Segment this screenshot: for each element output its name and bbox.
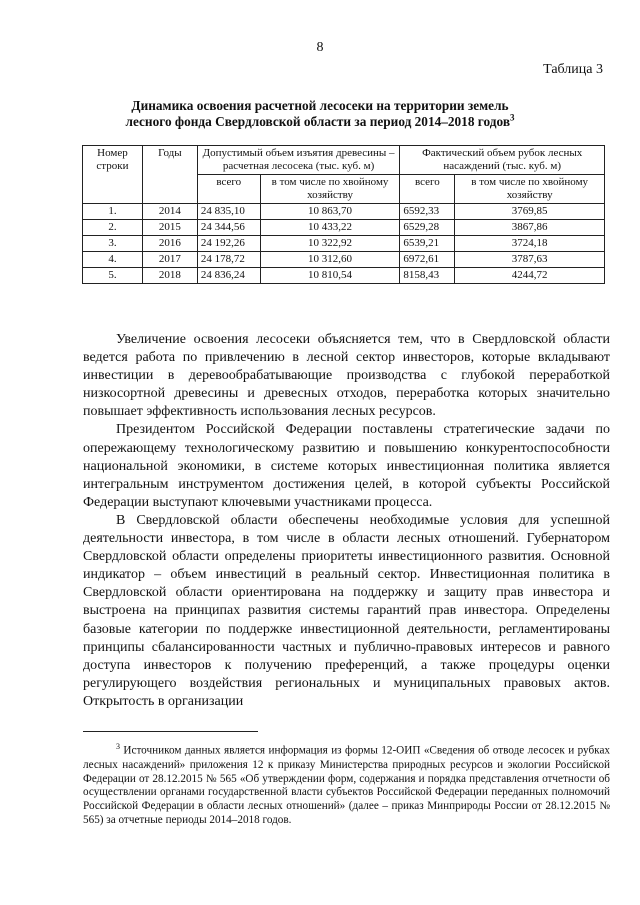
header-years: Годы [142, 146, 197, 204]
table-row [83, 204, 605, 220]
cell-actual-conifer: 3724,18 [455, 236, 605, 252]
cell-allowed-conifer: 10 322,92 [260, 236, 400, 252]
cell-year: 2015 [142, 220, 197, 236]
cell-actual-total: 6529,28 [400, 220, 455, 236]
header-actual-conifer: в том числе по хвойному хозяйству [455, 175, 605, 204]
cell-year: 2014 [142, 204, 197, 220]
cell-row-number: 3. [83, 236, 143, 252]
table-row [83, 268, 605, 284]
cell-allowed-total: 24 836,24 [197, 268, 260, 284]
header-allowed-total: всего [197, 175, 260, 204]
paragraph: Президентом Российской Федерации поставлены стратегические задачи по опережающему технологическому развитию и повышению конкурентоспособности национальной экономики, в системе которых инвестиционная политика является интегральным инструментом достижения целей, в которой субъекты Российской Федерации выступают ключевыми участниками процесса. [83, 422, 610, 510]
cell-actual-total: 6539,21 [400, 236, 455, 252]
table-row [83, 236, 605, 252]
cell-row-number: 2. [83, 220, 143, 236]
cell-actual-conifer: 4244,72 [455, 268, 605, 284]
cell-actual-conifer: 3787,63 [455, 252, 605, 268]
title-line-1: Динамика освоения расчетной лесосеки на территории земель [131, 98, 509, 113]
cell-allowed-conifer: 10 863,70 [260, 204, 400, 220]
page-number: 8 [316, 40, 324, 55]
title-line-2: лесного фонда Свердловской области за период 2014–2018 годов [125, 114, 510, 129]
header-allowed-volume: Допустимый объем изъятия древесины – расчетная лесосека (тыс. куб. м) [197, 146, 400, 175]
cell-year: 2016 [142, 236, 197, 252]
cell-row-number: 5. [83, 268, 143, 284]
cell-actual-conifer: 3867,86 [455, 220, 605, 236]
cell-actual-total: 6592,33 [400, 204, 455, 220]
cell-allowed-conifer: 10 810,54 [260, 268, 400, 284]
cell-allowed-total: 24 344,56 [197, 220, 260, 236]
footnote-divider [83, 731, 258, 732]
cell-allowed-total: 24 178,72 [197, 252, 260, 268]
cell-actual-total: 6972,61 [400, 252, 455, 268]
cell-year: 2018 [142, 268, 197, 284]
paragraph: В Свердловской области обеспечены необходимые условия для успешной деятельности инвестора, в том числе в области лесных отношений. Губернатором Свердловской области определены приоритеты инвестиционного развития. Основной индикатор – объем инвестиций в реальный сектор. Инвестиционная политика в Свердловской области ориентирована на поддержку и защиту прав инвестора и выстроена на принципах развития системы гарантий прав инвестора. Определены базовые категории по поддержке инвестиционной деятельности, регламентированы принципы сбалансированности частных и публично-правовых интересов и равного доступа инвесторов к получению преференций, а также процедуры оценки регулирующего воздействия региональных и муниципальных правовых актов. Открытость в организации [83, 512, 610, 709]
cell-row-number: 1. [83, 204, 143, 220]
cell-allowed-conifer: 10 312,60 [260, 252, 400, 268]
table-row [83, 220, 605, 236]
cell-year: 2017 [142, 252, 197, 268]
body-text [83, 331, 610, 711]
table-row [83, 252, 605, 268]
footnote-text: Источником данных является информация из формы 12-ОИП «Сведения об отводе лесосек и рубках лесных насаждений» приложения 12 к приказу Министерства природных ресурсов и экологии Российской Федерации от 28.12.2015 № 565 «Об утверждении форм, содержания и порядка представления отчетности об осуществлении органами государственной власти субъектов Российской Федерации переданных полномочий Российской Федерации в области лесных отношений» (далее – приказ Минприроды России от 28.12.2015 № 565) за отчетные периоды 2014–2018 годов. [83, 744, 610, 827]
cell-allowed-total: 24 835,10 [197, 204, 260, 220]
footnote [83, 740, 610, 828]
forest-harvest-table [82, 145, 605, 284]
table-title [70, 98, 570, 130]
title-footnote-mark: 3 [510, 112, 515, 123]
cell-allowed-conifer: 10 433,22 [260, 220, 400, 236]
header-allowed-conifer: в том числе по хвойному хозяйству [260, 175, 400, 204]
cell-actual-conifer: 3769,85 [455, 204, 605, 220]
cell-row-number: 4. [83, 252, 143, 268]
cell-actual-total: 8158,43 [400, 268, 455, 284]
header-actual-volume: Фактический объем рубок лесных насаждений (тыс. куб. м) [400, 146, 605, 175]
header-row-number: Номер строки [83, 146, 143, 204]
paragraph: Увеличение освоения лесосеки объясняется тем, что в Свердловской области ведется работа по привлечению в лесной сектор инвесторов, которые вкладывают инвестиции в деревообрабатывающие производства с глубокой переработкой низкосортной древесины и древесных отходов, переработка которых значительно повышает эффективность использования лесных ресурсов. [83, 332, 610, 420]
table-label: Таблица 3 [543, 62, 603, 77]
footnote-mark: 3 [116, 742, 120, 751]
header-actual-total: всего [400, 175, 455, 204]
cell-allowed-total: 24 192,26 [197, 236, 260, 252]
